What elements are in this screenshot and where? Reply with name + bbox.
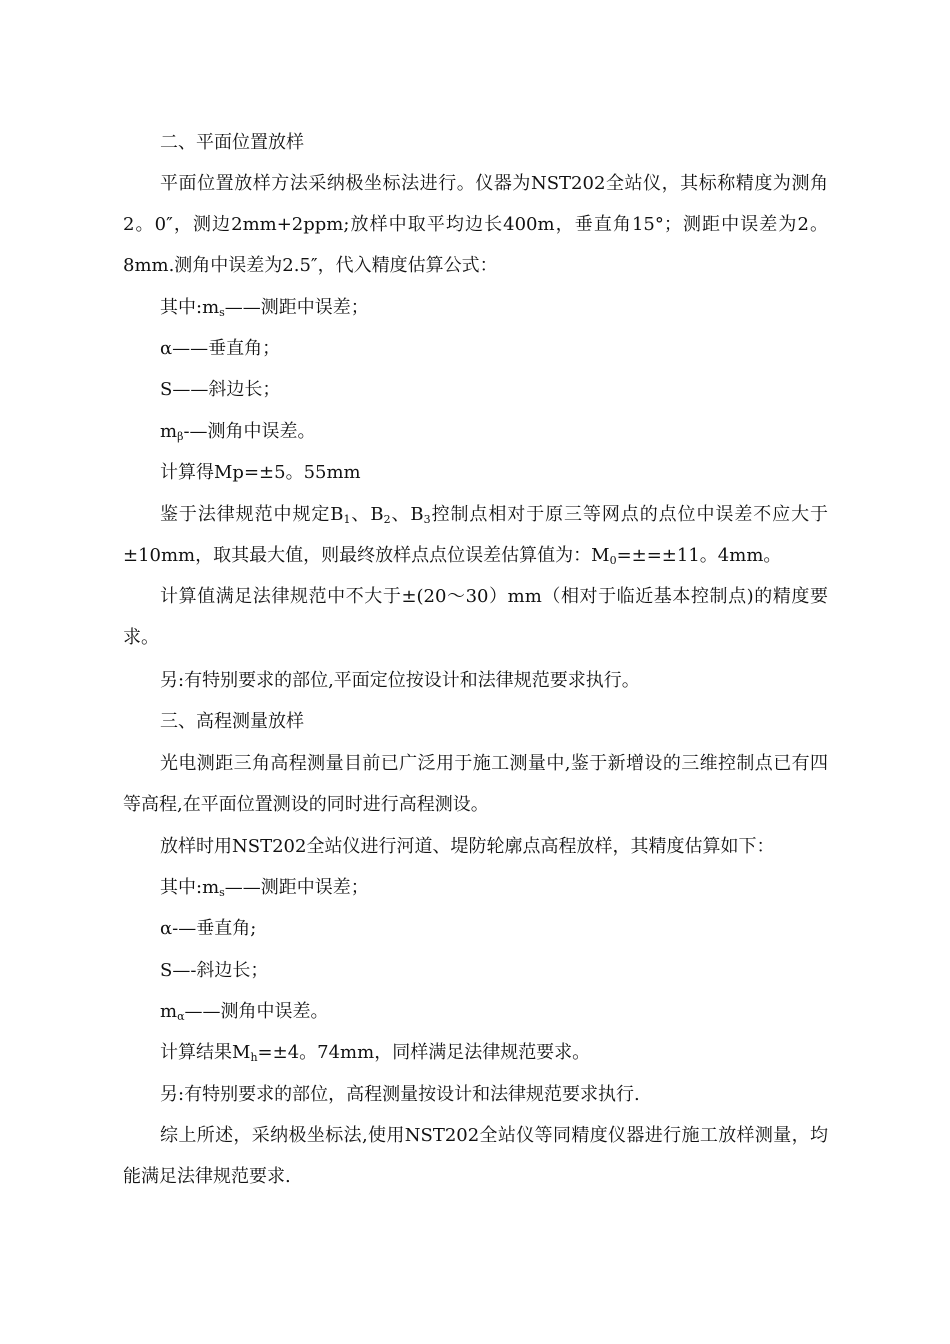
definition-alpha: α——垂直角； [160, 338, 281, 359]
paragraph-special-plane: 另:有特别要求的部位,平面定位按设计和法律规范要求执行。 [160, 670, 640, 691]
paragraph-accuracy-requirement: 计算值满足法律规范中不大于±(20～30）mm（相对于临近基本控制点)的精度要求。 [123, 586, 828, 648]
paragraph-conclusion: 综上所述，采纳极坐标法,使用NST202全站仪等同精度仪器进行施工放样测量，均能满足法律规范要求. [123, 1125, 828, 1187]
section-heading-elevation: 三、高程测量放样 [160, 711, 304, 732]
definition-alpha-2: α-—垂直角; [160, 918, 257, 939]
paragraph-elevation-method: 放样时用NST202全站仪进行河道、堤防轮廓点高程放样，其精度估算如下： [160, 836, 775, 857]
paragraph-special-elevation: 另:有特别要求的部位，高程测量按设计和法律规范要求执行. [160, 1084, 640, 1105]
definition-ms-2: 其中$:m_s——$测距中误差； [160, 877, 369, 899]
section-heading-plane-position: 二、平面位置放样 [160, 132, 304, 153]
result-mh: 计算结果$M_h=\pm 4$。74mm，同样满足法律规范要求。 [160, 1042, 591, 1064]
result-mp: 计算得Mp=±5。55mm [160, 462, 361, 483]
definition-malpha: $m_\alpha——$测角中误差。 [160, 1001, 329, 1023]
paragraph-trig-leveling: 光电测距三角高程测量目前已广泛用于施工测量中,鉴于新增设的三维控制点已有四等高程,在平面位置测设的同时进行高程测设。 [123, 753, 828, 815]
paragraph-control-points: 鉴于法律规范中规定$B_1$、$B_2$、$B_3$控制点相对于原三等网点的点位中误差不应大于±10mm，取其最大值，则最终放样点点位误差估算值为：$M_0=\pm=\pm 11$。4mm。 [123, 504, 829, 567]
definition-s: S——斜边长； [160, 379, 281, 400]
definition-s-2: S—-斜边长； [160, 960, 269, 981]
definition-ms: 其中$:m_s——$测距中误差； [160, 297, 369, 319]
paragraph-plane-method: 平面位置放样方法采纳极坐标法进行。仪器为NST202全站仪，其标称精度为测角2。0″，测边2mm+2ppm;放样中取平均边长400m，垂直角15°；测距中误差为2。8mm.测角中误差为2.5″，代入精度估算公式： [123, 173, 828, 276]
definition-mbeta: $m_\beta-—$测角中误差。 [160, 421, 316, 443]
